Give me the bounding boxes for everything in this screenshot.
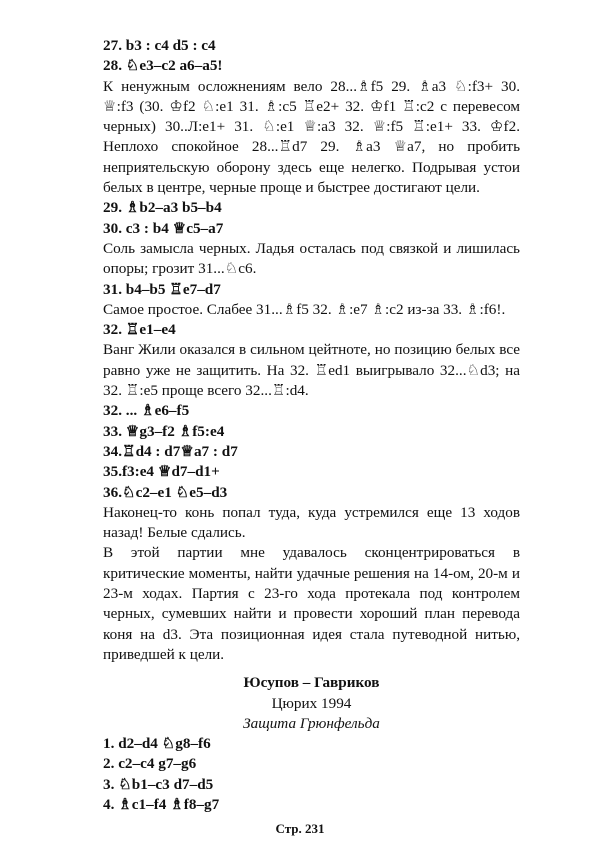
opening-name: Защита Грюнфельда (243, 714, 380, 732)
commentary-paragraph: К ненужным осложнениям вело 28...♗f5 29. ♗a3 ♘:f3+ 30. ♕:f3 (30. ♔f2 ♘:e1 31. ♗:c5 ♖e2+ 32. ♔f1 ♖:c2 с перевесом черных) 30..Л:e1+ 31. ♘:e1 ♕:a3 32. ♕:f5 ♖:e1+ 33. ♔f2. Неплохо спокойное 28...♖d7 29. ♗a3 ♕a7, но пробить неприятельскую оборону здесь еще нелегко. Подрывая устои белых в центре, черные проще и быстрее достигают цели. (103, 77, 520, 197)
game-title: Юсупов – Гавриков (243, 674, 380, 692)
move-line: 4. ♗c1–f4 ♗f8–g7 (103, 795, 220, 813)
move-line: 32. ... ♗e6–f5 (103, 402, 190, 420)
commentary-paragraph: Наконец-то конь попал туда, куда устремился еще 13 ходов назад! Белые сдались. (103, 503, 520, 542)
move-line: 35.f3:e4 ♕d7–d1+ (103, 463, 220, 481)
move-line: 36.♘c2–e1 ♘e5–d3 (103, 483, 228, 501)
move-line: 31. b4–b5 ♖e7–d7 (103, 280, 221, 298)
commentary-paragraph: Самое простое. Слабее 31...♗f5 32. ♗:e7 ♗:c2 из-за 33. ♗:f6!. (103, 300, 506, 318)
move-line: 1. d2–d4 ♘g8–f6 (103, 735, 211, 753)
move-line: 3. ♘b1–c3 d7–d5 (103, 775, 214, 793)
game-venue: Цюрих 1994 (271, 694, 352, 712)
move-line: 2. c2–c4 g7–g6 (103, 755, 197, 773)
commentary-paragraph: В этой партии мне удавалось сконцентрироваться в критические моменты, найти удачные решения на 14-ом, 20-м и 23-м ходах. Партия с 23-го хода протекала под контролем черных, сумевших найти и провести хороший план перевода коня на d3. Эта позиционная идея стала путеводной нитью, приведшей к цели. (103, 544, 520, 663)
move-line: 34.♖d4 : d7♕a7 : d7 (103, 442, 238, 460)
move-line: 33. ♕g3–f2 ♗f5:e4 (103, 422, 225, 440)
move-line: 27. b3 : c4 d5 : c4 (103, 37, 216, 54)
move-line: 29. ♗b2–a3 b5–b4 (103, 199, 222, 217)
page-body (103, 36, 520, 815)
move-line: 28. ♘e3–c2 a6–a5! (103, 57, 223, 75)
move-line: 30. c3 : b4 ♕c5–a7 (103, 219, 224, 237)
commentary-paragraph: Соль замысла черных. Ладья осталась под связкой и лишилась опоры; грозит 31...♘c6. (103, 239, 520, 278)
move-line: 32. ♖e1–e4 (103, 321, 176, 339)
page-number: Стр. 231 (275, 821, 325, 836)
commentary-paragraph: Ванг Жили оказался в сильном цейтноте, но позицию белых все равно уже не защитить. На 32. ♖ed1 выигрывало 32...♘d3; на 32. ♖:e5 проще всего 32...♖:d4. (103, 341, 520, 400)
